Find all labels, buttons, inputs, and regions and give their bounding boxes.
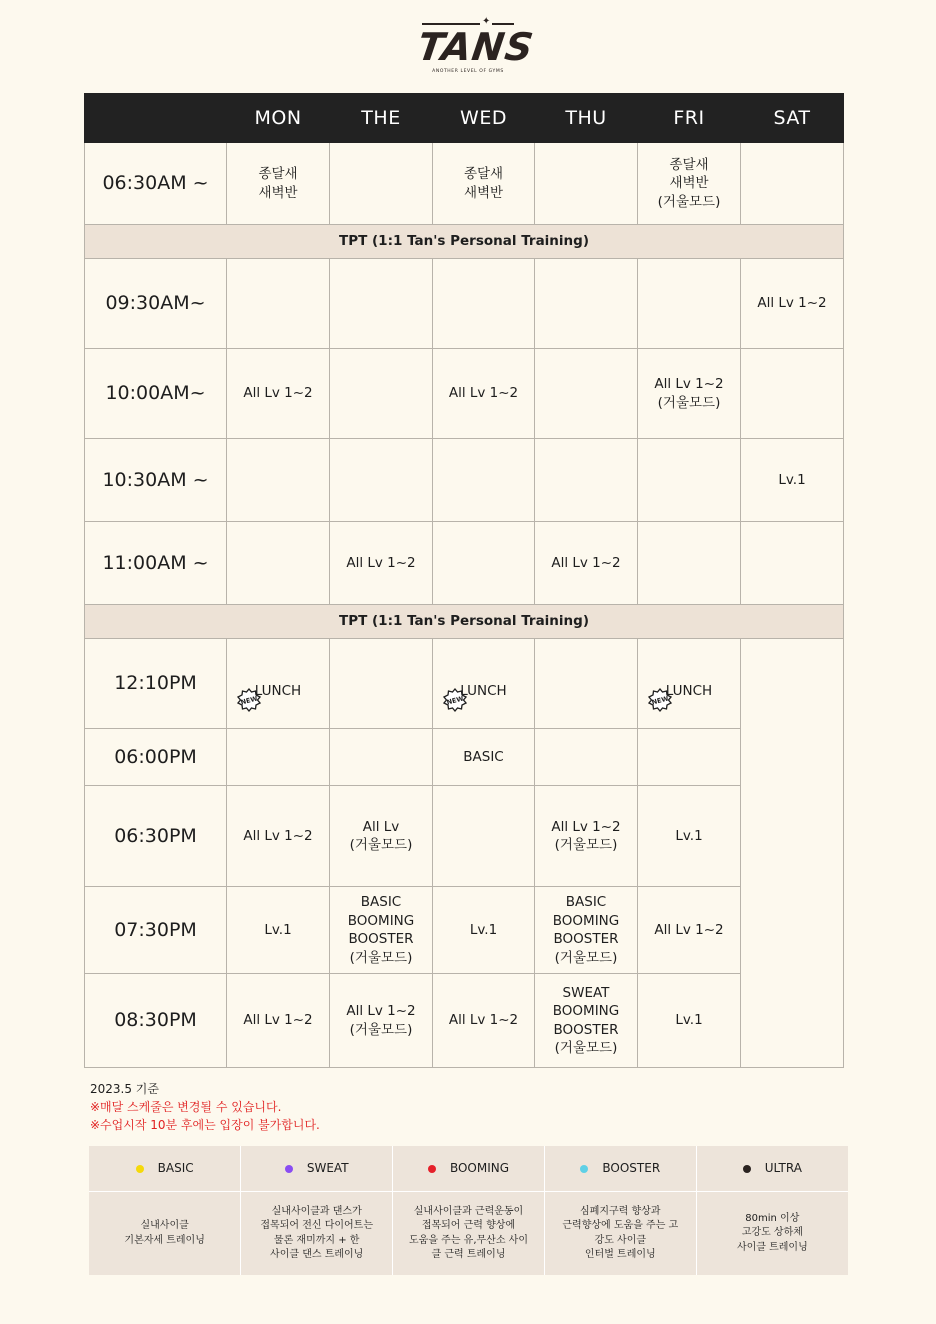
day-header-row [85,94,844,143]
class-cell-the: BASIC BOOMING BOOSTER (거울모드) [330,887,433,974]
class-cell-mon: Lv.1 [227,887,330,974]
class-cell-sat: Lv.1 [741,439,844,522]
legend-desc: 실내사이클과 댄스가 접목되어 전신 다이어트는 물론 재미까지 + 한 사이클 댄스 트레이닝 [241,1192,393,1276]
class-cell-mon: All Lv 1~2 [227,349,330,439]
class-cell-thu [535,439,638,522]
day-header-mon: MON [227,94,330,143]
class-cell-mon: All Lv 1~2 [227,786,330,887]
class-cell-the [330,259,433,349]
class-cell-wed [433,639,535,729]
class-cell-fri: Lv.1 [638,786,741,887]
corner-cell [85,94,227,143]
class-cell-fri: 종달새 새벽반 (거울모드) [638,143,741,225]
class-cell-mon [227,259,330,349]
class-cell-wed [433,786,535,887]
legend-name: BOOSTER [602,1161,661,1176]
legend-head-row [89,1146,848,1192]
time-cell: 10:30AM ~ [85,439,227,522]
class-cell-thu: SWEAT BOOMING BOOSTER (거울모드) [535,974,638,1068]
class-cell-fri [638,639,741,729]
legend-booming [393,1146,545,1192]
legend-ultra [696,1146,848,1192]
tpt-band-label: TPT (1:1 Tan's Personal Training) [85,225,844,259]
class-cell-mon [227,439,330,522]
class-cell-sat [741,143,844,225]
class-cell-wed [433,522,535,605]
class-cell-the [330,143,433,225]
class-cell-fri: Lv.1 [638,974,741,1068]
day-header-sat: SAT [741,94,844,143]
legend-name: ULTRA [764,1161,802,1176]
booming-dot-icon [428,1165,436,1173]
brand-logo [414,16,537,78]
class-cell-the [330,439,433,522]
row-0600pm [85,729,844,786]
row-1100am [85,522,844,605]
class-cell-fri [638,439,741,522]
class-cell-thu: All Lv 1~2 [535,522,638,605]
class-cell-mon: 종달새 새벽반 [227,143,330,225]
row-0730pm [85,887,844,974]
day-header-the: THE [330,94,433,143]
class-cell-thu: BASIC BOOMING BOOSTER (거울모드) [535,887,638,974]
class-cell-wed: 종달새 새벽반 [433,143,535,225]
class-cell-fri [638,729,741,786]
lunch-label: LUNCH [665,683,713,700]
schedule-notes [90,1080,320,1134]
class-cell-fri: All Lv 1~2 (거울모드) [638,349,741,439]
tpt-band-morning [85,225,844,259]
tpt-band-afternoon [85,605,844,639]
class-cell-fri [638,522,741,605]
legend-sweat [241,1146,393,1192]
time-cell: 06:30PM [85,786,227,887]
time-cell: 12:10PM [85,639,227,729]
class-cell-sat [741,639,844,1068]
class-cell-wed: Lv.1 [433,887,535,974]
class-cell-thu [535,729,638,786]
class-cell-sat: All Lv 1~2 [741,259,844,349]
basic-dot-icon [136,1165,144,1173]
row-1030am [85,439,844,522]
class-cell-the [330,349,433,439]
lunch-label: LUNCH [460,683,507,700]
day-header-wed: WED [433,94,535,143]
time-cell: 06:00PM [85,729,227,786]
legend-desc: 80min 이상 고강도 상하체 사이클 트레이닝 [736,1212,808,1253]
row-0830pm [85,974,844,1068]
legend-booster [544,1146,696,1192]
class-cell-mon: All Lv 1~2 [227,974,330,1068]
brand-tagline: ANOTHER LEVEL OF GYMS [432,69,504,74]
legend-desc-row [89,1192,848,1276]
time-cell: 10:00AM~ [85,349,227,439]
class-cell-the: All Lv 1~2 [330,522,433,605]
class-cell-fri [638,259,741,349]
lunch-label: LUNCH [254,683,302,700]
badge-text: NEW [445,694,465,707]
class-cell-sat [741,522,844,605]
row-1000am [85,349,844,439]
legend-name: BOOMING [449,1161,510,1176]
class-cell-thu [535,349,638,439]
booster-dot-icon [580,1165,588,1173]
legend-desc: 실내사이클과 근력운동이 접목되어 근력 향상에 도움을 주는 유,무산소 사이 클 근력 트레이닝 [393,1192,545,1276]
day-header-fri: FRI [638,94,741,143]
class-cell-mon [227,522,330,605]
legend-desc: 실내사이클 기본자세 트레이닝 [89,1192,241,1276]
class-cell-wed: All Lv 1~2 [433,349,535,439]
time-cell: 07:30PM [85,887,227,974]
schedule-basis-date: 2023.5 기준 [90,1082,159,1096]
tpt-band-label: TPT (1:1 Tan's Personal Training) [85,605,844,639]
time-cell: 08:30PM [85,974,227,1068]
class-cell-mon [227,639,330,729]
class-cell-the: All Lv (거울모드) [330,786,433,887]
sweat-dot-icon [285,1165,293,1173]
class-cell-wed [433,439,535,522]
class-cell-fri: All Lv 1~2 [638,887,741,974]
class-legend [89,1146,848,1275]
class-cell-thu [535,143,638,225]
time-cell: 09:30AM~ [85,259,227,349]
class-cell-the: All Lv 1~2 (거울모드) [330,974,433,1068]
time-cell: 06:30AM ~ [85,143,227,225]
class-cell-thu [535,259,638,349]
change-warning: ※매달 스케줄은 변경될 수 있습니다. [90,1100,282,1114]
class-cell-thu [535,639,638,729]
badge-text: NEW [650,694,670,707]
class-cell-wed: All Lv 1~2 [433,974,535,1068]
row-1210pm [85,639,844,729]
badge-text: NEW [239,694,259,707]
class-cell-wed [433,259,535,349]
class-cell-the [330,639,433,729]
logo-star-icon: ✦ [482,16,491,27]
row-0630pm [85,786,844,887]
class-cell-thu: All Lv 1~2 (거울모드) [535,786,638,887]
legend-name: BASIC [157,1161,194,1176]
legend-basic [89,1146,241,1192]
class-cell-wed: BASIC [433,729,535,786]
class-cell-the [330,729,433,786]
class-cell-mon [227,729,330,786]
row-0930am [85,259,844,349]
entry-warning: ※수업시작 10분 후에는 입장이 불가합니다. [90,1118,320,1132]
ultra-dot-icon [743,1165,751,1173]
day-header-thu: THU [535,94,638,143]
brand-name: TANS [414,25,537,69]
legend-name: SWEAT [306,1161,349,1176]
time-cell: 11:00AM ~ [85,522,227,605]
row-0630am [85,143,844,225]
legend-desc: 심폐지구력 향상과 근력향상에 도움을 주는 고 강도 사이클 인터벌 트레이닝 [544,1192,696,1276]
class-cell-sat [741,349,844,439]
schedule-table [84,93,844,1068]
